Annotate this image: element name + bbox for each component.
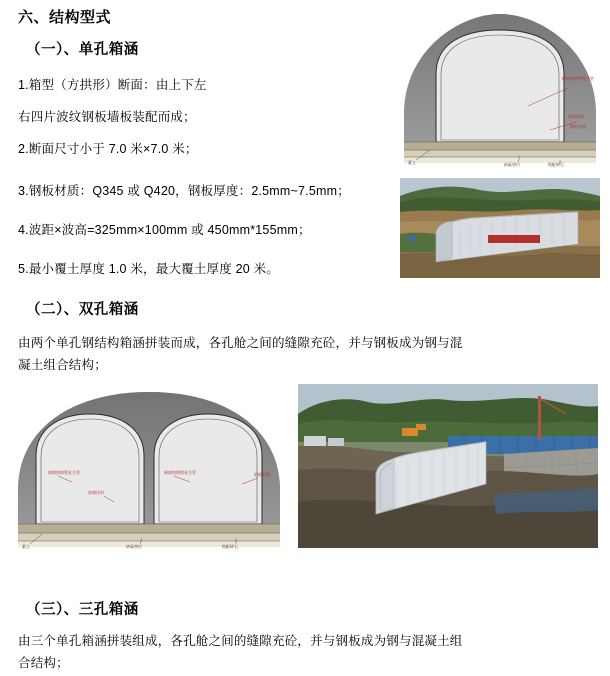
- annotation-plain-soil: 素土: [408, 160, 416, 165]
- double-culvert-photo-svg: [298, 384, 598, 548]
- subsection-3-paragraph-line2: 合结构；: [18, 656, 69, 670]
- subsection-3-heading: （三）、三孔箱涵: [26, 602, 139, 618]
- annotation-graded-gravel-2: 级配碎石: [222, 544, 238, 549]
- section-heading: 六、结构型式: [18, 9, 112, 26]
- annotation-sand-gravel-layer: 砂砾垫层: [504, 162, 520, 167]
- annotation-corrosion-pipe: 耐腐蚀钢塑复合管: [562, 76, 594, 81]
- annotation-anticorrosion-coating-2: 防腐涂料: [88, 490, 104, 495]
- single-culvert-photo: [400, 178, 600, 278]
- double-culvert-drawing: [14, 386, 284, 556]
- annotation-corrosion-pipe-left: 耐腐蚀钢塑复合管: [48, 470, 80, 475]
- annotation-steel-plate-outside: 钢板外侧: [570, 124, 586, 129]
- subsection-2-paragraph-line1: 由两个单孔钢结构箱涵拼装而成，各孔舱之间的缝隙充砼，并与钢板成为钢与混: [18, 336, 463, 350]
- subsection-1-item-1: 1.箱型（方拱形）断面：由上下左: [18, 78, 207, 92]
- double-culvert-photo: [298, 384, 598, 548]
- single-culvert-svg: [400, 10, 600, 170]
- single-culvert-photo-svg: [400, 178, 600, 278]
- subsection-2-heading: （二）、双孔箱涵: [26, 302, 139, 318]
- annotation-graded-gravel: 级配碎石: [548, 162, 564, 167]
- subsection-1-item-2: 右四片波纹钢板墙板装配而成；: [18, 110, 196, 124]
- subsection-1-item-3: 2.断面尺寸小于 7.0 米×7.0 米；: [18, 142, 198, 156]
- annotation-sand-gravel-layer-2: 砂砾垫层: [126, 544, 142, 549]
- subsection-1-item-6: 5.最小覆土厚度 1.0 米，最大覆土厚度 20 米。: [18, 262, 279, 276]
- annotation-steel-plate-outside-2: 钢板外侧: [254, 472, 270, 477]
- subsection-1-heading: （一）、单孔箱涵: [26, 42, 139, 58]
- subsection-2-paragraph-line2: 凝土组合结构；: [18, 358, 107, 372]
- single-culvert-drawing: [400, 10, 600, 170]
- subsection-1-item-5: 4.波距×波高=325mm×100mm 或 450mm*155mm；: [18, 223, 311, 237]
- annotation-anticorrosion-coating: 防腐涂料: [568, 114, 584, 119]
- subsection-1-item-4: 3.钢板材质：Q345 或 Q420，钢板厚度：2.5mm~7.5mm；: [18, 184, 350, 198]
- annotation-corrosion-pipe-right: 耐腐蚀钢塑复合管: [164, 470, 196, 475]
- subsection-3-paragraph-line1: 由三个单孔箱涵拼装组成，各孔舱之间的缝隙充砼，并与钢板成为钢与混凝土组: [18, 634, 463, 648]
- annotation-plain-soil-2: 素土: [22, 544, 30, 549]
